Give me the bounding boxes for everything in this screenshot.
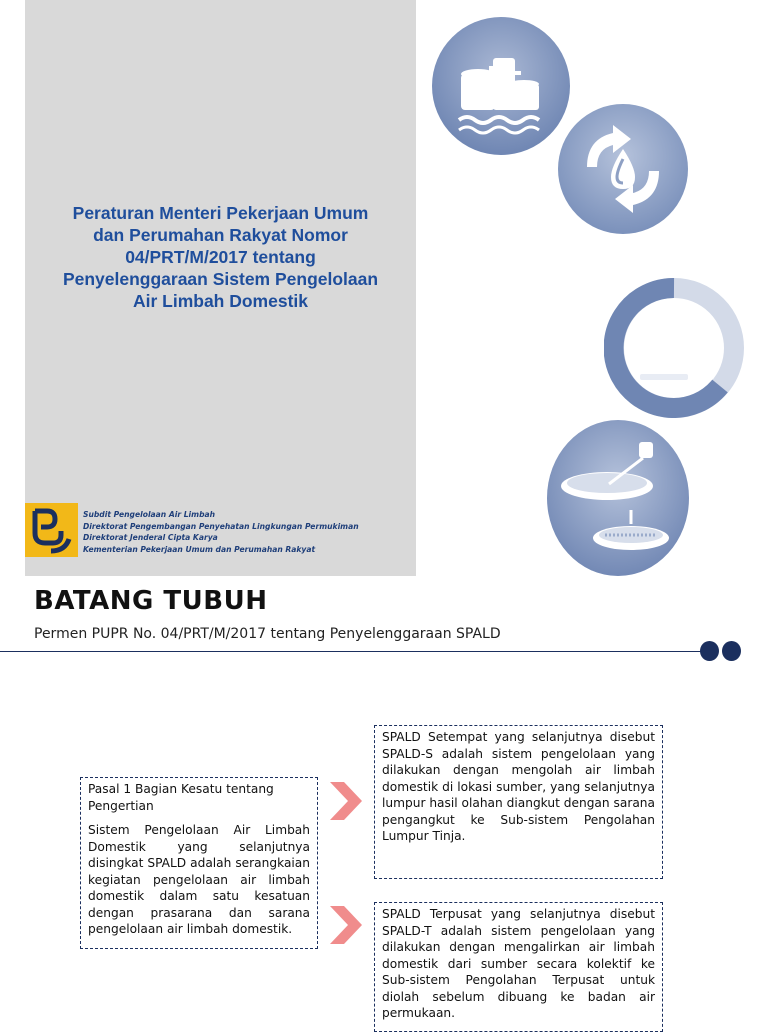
section-heading: BATANG TUBUH: [34, 586, 268, 616]
pupr-logo-icon: [25, 503, 78, 557]
definition-text: SPALD Terpusat yang selanjutnya disebut SPALD-T adalah sistem pengelolaan yang dilakukan dengan mengalirkan air limbah domestik dari sumber secara kolektif ke Sub-sistem Pengolahan Terpusat untuk diolah sebelum dibuang ke badan air permukaan.: [382, 907, 655, 1020]
definition-box-spald: [80, 777, 318, 949]
definition-text: SPALD Setempat yang selanjutnya disebut SPALD-S adalah sistem pengelolaan yang dilakukan dengan mengolah air limbah domestik di lokasi sumber, yang selanjutnya lumpur hasil olahan diangkut dengan sarana pengangkut ke Sub-sistem Pengolahan Lumpur Tinja.: [382, 730, 655, 843]
org-line: Direktorat Pengembangan Penyehatan Lingkungan Permukiman: [83, 521, 359, 531]
definition-box-spald-s: [374, 725, 663, 879]
org-line: Subdit Pengelolaan Air Limbah: [83, 510, 216, 519]
sludge-tank-icon: [547, 420, 689, 576]
cover-title-line: 04/PRT/M/2017 tentang: [125, 247, 316, 267]
chevron-right-icon: [330, 782, 362, 820]
decorative-dot: [722, 641, 741, 661]
decorative-dot: [700, 641, 719, 661]
cover-panel: [25, 0, 416, 576]
definition-title: Pasal 1 Bagian Kesatu tentang Pengertian: [88, 782, 274, 813]
cover-title-line: Penyelenggaraan Sistem Pengelolaan: [62, 269, 379, 289]
pupr-logo: [25, 503, 78, 557]
water-cycle-icon: [557, 103, 689, 235]
organization-info: [83, 509, 413, 555]
org-line: Kementerian Pekerjaan Umum dan Perumahan Rakyat: [83, 544, 316, 554]
cover-title-line: Peraturan Menteri Pekerjaan Umum: [72, 203, 369, 223]
cover-title: [43, 202, 398, 312]
cover-title-line: dan Perumahan Rakyat Nomor: [93, 225, 348, 245]
definition-body: Sistem Pengelolaan Air Limbah Domestik yang selanjutnya disingkat SPALD adalah serangkaian kegiatan pengelolaan air limbah domestik dalam satu kesatuan dengan prasarana dan sarana pengelolaan air limbah domestik.: [88, 823, 310, 936]
org-line: Direktorat Jenderal Cipta Karya: [83, 533, 218, 542]
chevron-right-icon: [330, 906, 362, 944]
gavel-icon: [604, 278, 744, 418]
section-subheading: Permen PUPR No. 04/PRT/M/2017 tentang Penyelenggaraan SPALD: [34, 626, 501, 642]
definition-box-spald-t: [374, 902, 663, 1032]
water-treatment-plant-icon: [431, 16, 571, 156]
cover-title-line: Air Limbah Domestik: [132, 291, 309, 311]
divider-line: [0, 651, 705, 652]
